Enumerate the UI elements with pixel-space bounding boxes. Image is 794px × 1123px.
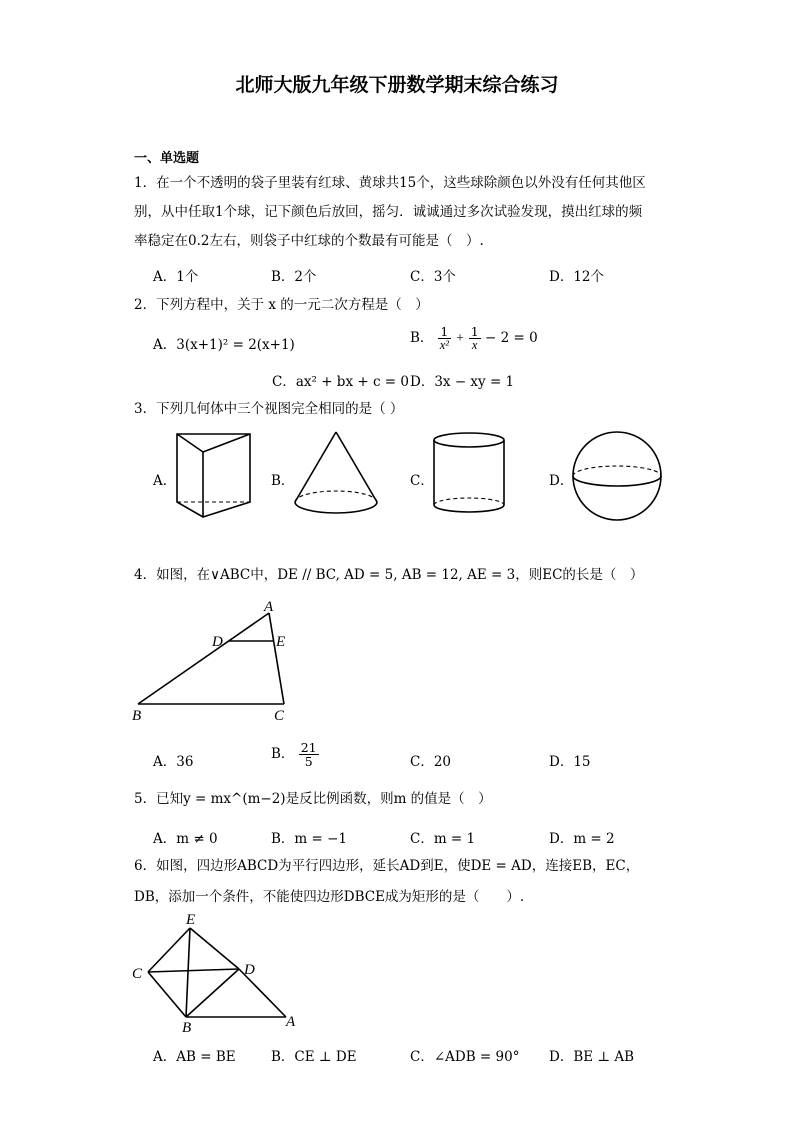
triangle-abc-figure — [126, 596, 296, 726]
q1-line1: 1．在一个不透明的袋子里装有红球、黄球共15个，这些球除颜色以外没有任何其他区 — [134, 175, 646, 191]
cylinder-figure — [430, 430, 508, 518]
triangular-prism-figure — [170, 430, 260, 522]
q2-option-b[interactable]: B． $\frac{1}{\text{x²}}$ + $\frac{1}{x}$ − 2 = 0 — [410, 324, 538, 352]
q2-option-b-rest: − 2 = 0 — [484, 330, 538, 346]
q5-option-d[interactable]: D．m = 2 — [549, 831, 615, 847]
q6-line1: 6．如图，四边形ABCD为平行四边形，延长AD到E，使DE = AD，连接EB，EC， — [134, 858, 640, 874]
q3-option-b-label[interactable]: B． — [271, 473, 295, 489]
q4-option-d[interactable]: D．15 — [549, 754, 591, 770]
q2-option-d[interactable]: D．3x − xy = 1 — [410, 374, 515, 390]
label-point-d: D — [244, 962, 255, 978]
q5-stem: 5．已知y = mx^(m−2)是反比例函数，则m 的值是（ ） — [134, 791, 492, 807]
fraction-one-over-x: $\frac{1}{x}$ — [470, 324, 479, 352]
label-point-c: C — [274, 708, 285, 724]
q5-option-c[interactable]: C．m = 1 — [410, 831, 476, 847]
q3-option-c-label[interactable]: C． — [410, 473, 434, 489]
q3-stem: 3．下列几何体中三个视图完全相同的是（ ） — [134, 401, 404, 417]
fraction-21-over-5: $\frac{21}{5}$ — [300, 740, 317, 769]
q4-option-b-label: B． — [271, 746, 295, 762]
label-point-a: A — [286, 1014, 296, 1030]
page-title: 北师大版九年级下册数学期末综合练习 — [235, 74, 559, 96]
q6-option-d[interactable]: D．BE ⊥ AB — [549, 1049, 635, 1065]
cone-figure — [290, 430, 382, 518]
q2-option-a[interactable]: A．3(x+1)² = 2(x+1) — [153, 337, 295, 353]
q6-option-b[interactable]: B．CE ⊥ DE — [271, 1049, 357, 1065]
q4-option-a[interactable]: A．36 — [153, 754, 194, 770]
q2-option-b-label: B． — [410, 330, 434, 346]
label-point-b: B — [182, 1020, 192, 1035]
q1-line2: 别，从中任取1个球，记下颜色后放回，摇匀．诚诚通过多次试验发现，摸出红球的频 — [134, 204, 643, 220]
q6-option-a[interactable]: A．AB = BE — [153, 1049, 236, 1065]
q5-option-b[interactable]: B．m = −1 — [271, 831, 348, 847]
q1-option-a[interactable]: A．1个 — [153, 269, 199, 285]
label-point-a: A — [264, 599, 274, 615]
q1-option-b[interactable]: B．2个 — [271, 269, 317, 285]
label-point-d: D — [212, 634, 223, 650]
q6-option-c[interactable]: C．∠ADB = 90° — [410, 1049, 520, 1065]
q5-option-a[interactable]: A．m ≠ 0 — [153, 831, 218, 847]
q6-line2: DB，添加一个条件，不能使四边形DBCE成为矩形的是（ ）. — [134, 889, 525, 905]
label-point-b: B — [132, 708, 142, 724]
sphere-figure — [568, 430, 666, 522]
label-point-c: C — [132, 966, 143, 982]
q1-option-d[interactable]: D．12个 — [549, 269, 605, 285]
section-heading: 一、单选题 — [134, 151, 200, 166]
q2-stem: 2．下列方程中，关于 x 的一元二次方程是（ ） — [134, 297, 429, 313]
label-point-e: E — [186, 912, 196, 928]
q4-stem: 4．如图，在∨ABC中，DE // BC, AD = 5, AB = 12, AE = 3，则EC的长是（ ） — [134, 567, 644, 583]
q4-option-b[interactable] — [271, 741, 319, 768]
q3-option-a-label[interactable]: A． — [153, 473, 177, 489]
label-point-e: E — [276, 634, 286, 650]
q3-option-d-label[interactable]: D． — [549, 473, 574, 489]
parallelogram-abcd-figure — [128, 910, 308, 1035]
q2-option-c[interactable]: C．ax² + bx + c = 0 — [272, 374, 409, 390]
fraction-one-over-x-squared: $\frac{1}{\text{x²}}$ — [439, 324, 450, 352]
q1-line3: 率稳定在0.2左右，则袋子中红球的个数最有可能是（ ）. — [134, 233, 484, 249]
q1-option-c[interactable]: C．3个 — [410, 269, 456, 285]
q4-option-c[interactable]: C．20 — [410, 754, 452, 770]
